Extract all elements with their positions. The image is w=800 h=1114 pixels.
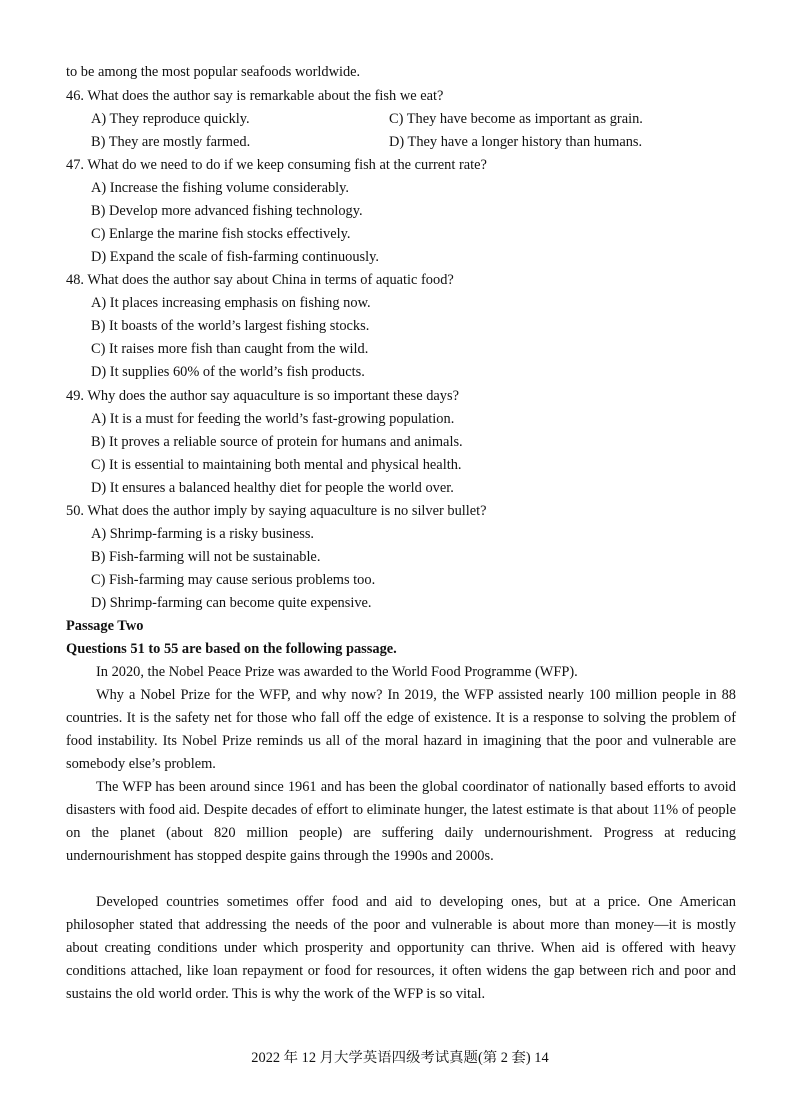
question-48-option-d: D) It supplies 60% of the world’s fish products. (91, 364, 365, 380)
question-50-option-d: D) Shrimp-farming can become quite expensive. (91, 595, 372, 611)
paragraph-4 (66, 891, 736, 1006)
question-47-stem: 47. What do we need to do if we keep consuming fish at the current rate? (66, 157, 487, 173)
question-46-option-a: A) They reproduce quickly. (91, 111, 250, 127)
question-47-option-b: B) Develop more advanced fishing technology. (91, 203, 363, 219)
question-48-option-c: C) It raises more fish than caught from the wild. (91, 341, 369, 357)
question-46-stem: 46. What does the author say is remarkable about the fish we eat? (66, 88, 444, 104)
paragraph-1-text: In 2020, the Nobel Peace Prize was awarded to the World Food Programme (WFP). (96, 664, 578, 680)
question-50-option-b: B) Fish-farming will not be sustainable. (91, 549, 321, 565)
passage-title: Passage Two (66, 618, 144, 634)
question-47-option-c: C) Enlarge the marine fish stocks effectively. (91, 226, 351, 242)
paragraph-3 (66, 776, 736, 868)
paragraph-1 (66, 661, 736, 684)
paragraph-4-text: Developed countries sometimes offer food and aid to developing ones, but at a price. One American philosopher stated that addressing the needs of the poor and vulnerable is about more than money—it is mostly about creating conditions under which prosperity and opportunity can thrive. When aid is offered with heavy conditions attached, like loan repayment or food for resources, it often widens the gap between rich and poor and sustains the old world order. This is why the work of the WFP is so vital. (66, 894, 736, 1002)
question-49-option-c: C) It is essential to maintaining both mental and physical health. (91, 457, 462, 473)
question-48-option-a: A) It places increasing emphasis on fishing now. (91, 295, 371, 311)
paragraph-3-text: The WFP has been around since 1961 and has been the global coordinator of nationally based efforts to avoid disasters with food aid. Despite decades of effort to eliminate hunger, the latest estimate is that about 11% of people on the planet (about 820 million people) are suffering daily undernourishment. Progress at reducing undernourishment has stopped despite gains through the 1990s and 2000s. (66, 779, 736, 864)
question-48-stem: 48. What does the author say about China in terms of aquatic food? (66, 272, 454, 288)
passage-instruction: Questions 51 to 55 are based on the following passage. (66, 641, 397, 657)
question-49-option-b: B) It proves a reliable source of protein for humans and animals. (91, 434, 463, 450)
question-50-stem: 50. What does the author imply by saying aquaculture is no silver bullet? (66, 503, 487, 519)
question-48-option-b: B) It boasts of the world’s largest fishing stocks. (91, 318, 370, 334)
paragraph-2 (66, 684, 736, 776)
lead-line: to be among the most popular seafoods worldwide. (66, 64, 361, 80)
question-46-option-d: D) They have a longer history than humans. (389, 134, 643, 150)
question-46-option-c: C) They have become as important as grain. (389, 111, 643, 127)
paragraph-2-text: Why a Nobel Prize for the WFP, and why now? In 2019, the WFP assisted nearly 100 million people in 88 countries. It is the safety net for those who fall off the edge of existence. It is a response to solving the problem of food instability. Its Nobel Prize reminds us all of the moral hazard in imagining that the poor and vulnerable are somebody else’s problem. (66, 687, 736, 772)
question-50-option-c: C) Fish-farming may cause serious problems too. (91, 572, 376, 588)
question-46-option-b: B) They are mostly farmed. (91, 134, 251, 150)
question-47-option-d: D) Expand the scale of fish-farming continuously. (91, 249, 380, 265)
question-49-option-d: D) It ensures a balanced healthy diet for people the world over. (91, 480, 454, 496)
question-47-option-a: A) Increase the fishing volume considerably. (91, 180, 350, 196)
page-footer: 2022 年 12 月大学英语四级考试真题(第 2 套) 14 (251, 1050, 549, 1066)
question-49-option-a: A) It is a must for feeding the world’s fast-growing population. (91, 411, 455, 427)
question-50-option-a: A) Shrimp-farming is a risky business. (91, 526, 315, 542)
question-49-stem: 49. Why does the author say aquaculture is so important these days? (66, 388, 459, 404)
